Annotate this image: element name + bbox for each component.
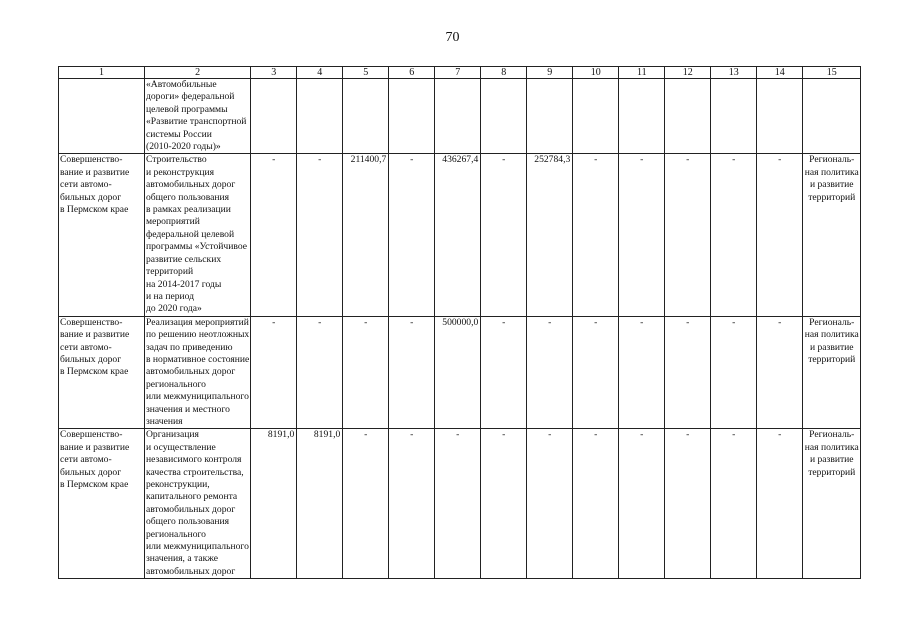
value-cell	[435, 79, 481, 154]
direction-cell-line: ная политика	[804, 329, 859, 341]
value-cell: -	[389, 429, 435, 579]
activity-cell-line: независимого контроля	[146, 454, 242, 466]
activity-cell-line: Реализация мероприятий	[146, 316, 249, 328]
activity-cell-line: автомобильных дорог	[146, 179, 236, 191]
activity-cell-line: и на период	[146, 290, 195, 302]
value-cell: -	[343, 316, 389, 429]
value-cell: -	[527, 429, 573, 579]
value-cell: -	[711, 154, 757, 316]
activity-cell-line: регионального	[146, 528, 206, 540]
table-row	[59, 429, 861, 579]
value-cell: -	[665, 154, 711, 316]
table-body	[59, 67, 861, 579]
header-cell: 7	[435, 67, 481, 79]
activity-cell	[145, 79, 251, 154]
header-cell: 3	[251, 67, 297, 79]
value-cell: -	[435, 429, 481, 579]
direction-cell-line: Региональ-	[809, 154, 855, 166]
header-cell: 12	[665, 67, 711, 79]
direction-cell-line: ная политика	[804, 166, 859, 178]
header-cell: 9	[527, 67, 573, 79]
value-cell: -	[665, 429, 711, 579]
header-cell: 11	[619, 67, 665, 79]
activity-cell-line: регионального	[146, 378, 206, 390]
value-cell: -	[251, 154, 297, 316]
activity-cell	[145, 154, 251, 316]
activity-cell-line: задач по приведению	[146, 341, 233, 353]
value-cell: -	[389, 316, 435, 429]
header-cell: 15	[803, 67, 861, 79]
task-cell	[59, 316, 145, 429]
activity-cell-line: Организация	[146, 429, 199, 441]
task-cell-line: в Пермском крае	[60, 204, 129, 216]
activity-cell-line: в рамках реализации	[146, 204, 231, 216]
direction-cell	[803, 154, 861, 316]
header-cell: 14	[757, 67, 803, 79]
header-cell: 6	[389, 67, 435, 79]
activity-cell-line: качества строительства,	[146, 466, 244, 478]
value-cell: -	[343, 429, 389, 579]
activity-cell-line: автомобильных дорог	[146, 366, 236, 378]
task-cell-line: вание и развитие	[60, 329, 130, 341]
task-cell-line: сети автомо-	[60, 341, 112, 353]
activity-cell-line: автомобильных дорог	[146, 503, 236, 515]
activity-cell-line: общего пользования	[146, 516, 230, 528]
value-cell: -	[711, 316, 757, 429]
activity-cell-line: Строительство	[146, 154, 207, 166]
direction-cell-line: территорий	[808, 353, 856, 365]
activity-cell-line: капитального ремонта	[146, 491, 238, 503]
direction-cell-line: и развитие	[809, 179, 854, 191]
value-cell	[297, 79, 343, 154]
activity-cell-line: до 2020 года»	[146, 303, 202, 315]
header-cell: 1	[59, 67, 145, 79]
value-cell: 252784,3	[527, 154, 573, 316]
value-cell	[251, 79, 297, 154]
value-cell	[619, 79, 665, 154]
value-cell	[389, 79, 435, 154]
value-cell	[665, 79, 711, 154]
value-cell: 436267,4	[435, 154, 481, 316]
direction-cell-line: Региональ-	[809, 316, 855, 328]
value-cell: -	[573, 429, 619, 579]
value-cell	[527, 79, 573, 154]
value-cell: -	[757, 316, 803, 429]
task-cell-line: бильных дорог	[60, 466, 122, 478]
activity-cell-line: автомобильных дорог	[146, 565, 236, 577]
task-cell-line: вание и развитие	[60, 441, 130, 453]
value-cell: -	[757, 429, 803, 579]
activity-cell-line: системы России	[146, 128, 212, 140]
activity-cell	[145, 316, 251, 429]
value-cell	[757, 79, 803, 154]
direction-cell-line: и развитие	[809, 454, 854, 466]
activity-cell-line: значения	[146, 415, 183, 427]
activity-cell-line: целевой программы	[146, 103, 228, 115]
value-cell: 8191,0	[251, 429, 297, 579]
activity-cell-line: по решению неотложных	[146, 329, 250, 341]
task-cell-line: вание и развитие	[60, 166, 130, 178]
value-cell: -	[573, 316, 619, 429]
task-cell-line: сети автомо-	[60, 179, 112, 191]
task-cell-line: Совершенство-	[60, 429, 123, 441]
activity-cell-line: мероприятий	[146, 216, 200, 228]
value-cell: 211400,7	[343, 154, 389, 316]
direction-cell	[803, 429, 861, 579]
value-cell: -	[389, 154, 435, 316]
activity-cell-line: «Развитие транспортной	[146, 116, 247, 128]
value-cell: -	[481, 316, 527, 429]
task-cell-line: сети автомо-	[60, 454, 112, 466]
task-cell	[59, 429, 145, 579]
task-cell	[59, 154, 145, 316]
value-cell	[711, 79, 757, 154]
program-table	[58, 66, 861, 579]
header-cell: 8	[481, 67, 527, 79]
direction-cell-line: и развитие	[809, 341, 854, 353]
activity-cell-line: и реконструкция	[146, 166, 215, 178]
activity-cell-line: или межмуниципального	[146, 391, 249, 403]
value-cell: 500000,0	[435, 316, 481, 429]
page-number: 70	[445, 30, 460, 45]
direction-cell-line: Региональ-	[809, 429, 855, 441]
value-cell: -	[619, 429, 665, 579]
header-cell: 4	[297, 67, 343, 79]
activity-cell-line: программы «Устойчивое	[146, 241, 247, 253]
value-cell: -	[665, 316, 711, 429]
task-cell-line: Совершенство-	[60, 154, 123, 166]
activity-cell-line: территорий	[146, 266, 194, 278]
value-cell: -	[481, 429, 527, 579]
value-cell: -	[297, 316, 343, 429]
activity-cell-line: значения и местного	[146, 403, 230, 415]
value-cell	[573, 79, 619, 154]
value-cell: -	[711, 429, 757, 579]
activity-cell-line: федеральной целевой	[146, 228, 235, 240]
activity-cell	[145, 429, 251, 579]
value-cell: -	[619, 316, 665, 429]
value-cell: -	[527, 316, 573, 429]
value-cell: -	[481, 154, 527, 316]
activity-cell-line: общего пользования	[146, 191, 230, 203]
value-cell: 8191,0	[297, 429, 343, 579]
direction-cell-line: территорий	[808, 466, 856, 478]
table-row	[59, 316, 861, 429]
header-row	[59, 67, 861, 79]
value-cell	[343, 79, 389, 154]
direction-cell	[803, 79, 861, 154]
activity-cell-line: (2010-2020 годы)»	[146, 141, 221, 153]
direction-cell-line: территорий	[808, 191, 856, 203]
task-cell-line: в Пермском крае	[60, 366, 129, 378]
task-cell-line: бильных дорог	[60, 191, 122, 203]
table-row	[59, 154, 861, 316]
activity-cell-line: развитие сельских	[146, 253, 222, 265]
activity-cell-line: на 2014-2017 годы	[146, 278, 222, 290]
header-cell: 2	[145, 67, 251, 79]
activity-cell-line: и осуществление	[146, 441, 216, 453]
value-cell: -	[297, 154, 343, 316]
value-cell: -	[619, 154, 665, 316]
activity-cell-line: дороги» федеральной	[146, 91, 235, 103]
activity-cell-line: или межмуниципального	[146, 541, 249, 553]
direction-cell-line: ная политика	[804, 441, 859, 453]
task-cell-line: в Пермском крае	[60, 479, 129, 490]
header-cell: 13	[711, 67, 757, 79]
activity-cell-line: реконструкции,	[146, 479, 210, 490]
activity-cell-line: значения, а также	[146, 553, 219, 565]
value-cell: -	[757, 154, 803, 316]
table-row	[59, 79, 861, 154]
task-cell-line: Совершенство-	[60, 316, 123, 328]
value-cell	[481, 79, 527, 154]
header-cell: 10	[573, 67, 619, 79]
activity-cell-line: в нормативное состояние	[146, 353, 250, 365]
header-cell: 5	[343, 67, 389, 79]
task-cell	[59, 79, 145, 154]
value-cell: -	[573, 154, 619, 316]
direction-cell	[803, 316, 861, 429]
value-cell: -	[251, 316, 297, 429]
task-cell-line: бильных дорог	[60, 353, 122, 365]
activity-cell-line: «Автомобильные	[146, 79, 217, 90]
